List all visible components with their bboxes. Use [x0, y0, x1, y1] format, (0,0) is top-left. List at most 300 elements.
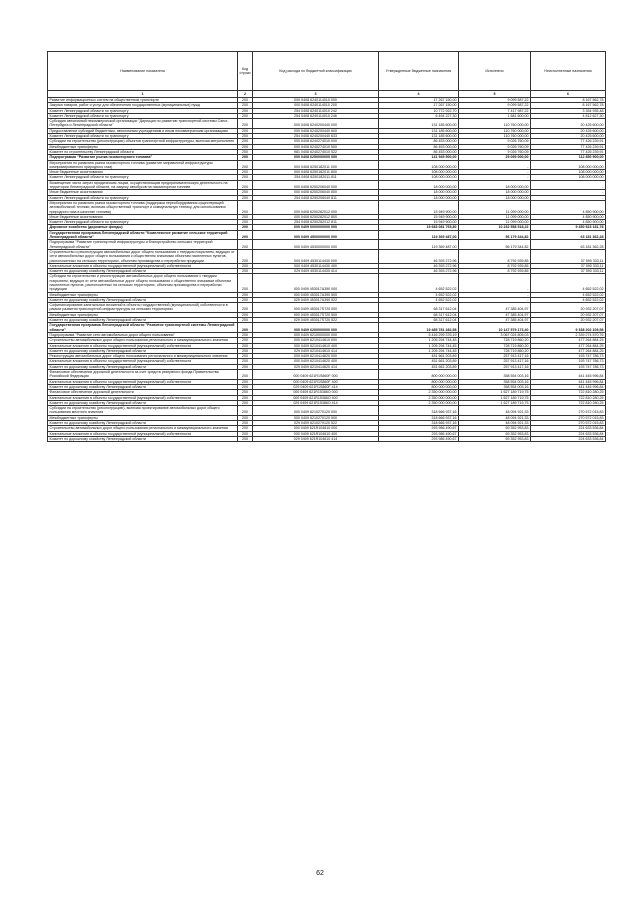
table-row — [48, 269, 606, 274]
row-name: Комитет по дорожному хозяйству Ленинградской области — [48, 269, 238, 274]
row-approved: 18 000 000,00 — [379, 180, 459, 190]
table-row — [48, 155, 606, 160]
row-executed: 1 627 189 719,75 — [459, 390, 531, 395]
row-unexecuted: 20 425 600,00 — [531, 119, 606, 129]
row-executed: 1 681 600,00 — [459, 113, 531, 118]
row-unexecuted: 722 810 280,25 — [531, 390, 606, 395]
row-line-code: 200 — [238, 103, 253, 108]
row-name: Комитет по дорожному хозяйству Ленинградской области — [48, 297, 238, 302]
row-budget-code: 029 0409 453017А390 522 — [253, 297, 379, 302]
table-row — [48, 128, 606, 133]
row-executed: 110 760 000,00 — [459, 134, 531, 139]
table-row — [48, 421, 606, 426]
table-row — [48, 180, 606, 190]
row-executed: 110 760 000,00 — [459, 119, 531, 129]
row-budget-code: 254 0408 6240114010 242 — [253, 108, 379, 113]
row-unexecuted: 37 590 333,11 — [531, 269, 606, 274]
row-executed: 69 352 953,83 — [459, 431, 531, 436]
table-row — [48, 103, 606, 108]
row-budget-code: 981 0408 6240274010 522 — [253, 149, 379, 154]
row-line-code: 200 — [238, 292, 253, 297]
row-line-code: 200 — [238, 274, 253, 292]
row-approved: 293 986 490,67 — [379, 426, 459, 431]
table-row — [48, 332, 606, 337]
row-line-code: 200 — [238, 170, 253, 175]
row-approved: 15 949 900,00 — [379, 214, 459, 219]
header-executed: Исполнено — [459, 52, 531, 91]
row-executed: - — [459, 160, 531, 170]
row-name: Государственная программа Ленинградской области "Развитие транспортной системы Ленинградской области" — [48, 323, 238, 333]
row-approved: 15 949 900,00 — [379, 200, 459, 214]
row-executed: 10 232 558 518,22 — [459, 225, 531, 230]
row-line-code: 200 — [238, 338, 253, 343]
table-row — [48, 139, 606, 144]
table-row — [48, 160, 606, 170]
row-line-code: 200 — [238, 175, 253, 180]
header-unexecuted: Неисполненные назначения — [531, 52, 606, 91]
row-unexecuted: 477 264 884,25 — [531, 338, 606, 343]
table-row — [48, 249, 606, 263]
row-executed: 11 099 000,00 — [459, 200, 531, 214]
row-executed: 728 719 860,20 — [459, 338, 531, 343]
row-executed: 29 099 000,00 — [459, 155, 531, 160]
row-approved: 451 661 203,89 — [379, 359, 459, 364]
row-approved: 86 453 000,00 — [379, 139, 459, 144]
row-executed: - — [459, 297, 531, 302]
row-line-code: 200 — [238, 384, 253, 389]
row-executed: 257 913 417,16 — [459, 359, 531, 364]
row-line-code: 200 — [238, 400, 253, 405]
row-budget-code: 000 0409 4530000000 000 — [253, 240, 379, 250]
row-budget-code: 000 0409 6210000000 000 — [253, 332, 379, 337]
row-executed: 10 147 579 173,40 — [459, 323, 531, 333]
row-line-code: 200 — [238, 431, 253, 436]
row-executed: 9 026 760,09 — [459, 149, 531, 154]
row-executed: 48 094 921,33 — [459, 406, 531, 416]
row-name: Комитет по дорожному хозяйству Ленинградской области — [48, 384, 238, 389]
row-executed: 358 554 003,16 — [459, 379, 531, 384]
row-approved: 5 416 299 376,19 — [379, 332, 459, 337]
row-executed: 9 099 587,22 — [459, 103, 531, 108]
row-budget-code: 000 0408 6250182011 800 — [253, 170, 379, 175]
row-name: Капитальные вложения в объекты государственной (муниципальной) собственности — [48, 395, 238, 400]
row-approved: 86 453 000,00 — [379, 144, 459, 149]
row-approved: 318 666 937,16 — [379, 415, 459, 420]
row-line-code: 200 — [238, 113, 253, 118]
row-line-code: 200 — [238, 180, 253, 190]
table-row — [48, 406, 606, 416]
row-unexecuted: 722 810 280,25 — [531, 395, 606, 400]
row-executed: 3 067 024 805,03 — [459, 332, 531, 337]
row-approved: 68 317 612,04 — [379, 303, 459, 313]
row-approved: 86 453 000,00 — [379, 149, 459, 154]
row-approved: 293 986 490,67 — [379, 431, 459, 436]
row-name: Межбюджетные трансферты — [48, 312, 238, 317]
row-line-code: 200 — [238, 98, 253, 103]
row-executed: 358 554 003,16 — [459, 384, 531, 389]
row-line-code: 200 — [238, 119, 253, 129]
row-approved: 318 666 937,16 — [379, 406, 459, 416]
row-line-code: 200 — [238, 359, 253, 364]
row-budget-code: 000 0409 453017А390 000 — [253, 274, 379, 292]
row-approved: 4 652 522,02 — [379, 274, 459, 292]
row-executed: 11 099 000,00 — [459, 214, 531, 219]
row-approved: 2 350 000 000,00 — [379, 390, 459, 395]
row-executed: 110 760 000,00 — [459, 128, 531, 133]
row-approved: 2 350 000 000,00 — [379, 395, 459, 400]
table-row — [48, 348, 606, 353]
row-budget-code: 000 0409 453017S720 000 — [253, 303, 379, 313]
header-indicator-name: Наименование показателя — [48, 52, 238, 91]
row-budget-code: 000 0409 6210414620 400 — [253, 359, 379, 364]
row-name: Дорожное хозяйство (дорожные фонды) — [48, 225, 238, 230]
row-budget-code: 000 0409 4530114430 400 — [253, 263, 379, 268]
row-name: Субсидии на строительство (реконструкцию), включая проектирование автомобильных дорог общего пользования местного значения — [48, 406, 238, 416]
budget-execution-table — [47, 51, 606, 442]
row-line-code: 200 — [238, 354, 253, 359]
row-budget-code: 000 0409 621R104610 000 — [253, 426, 379, 431]
row-approved: 1 205 294 744,45 — [379, 348, 459, 353]
row-approved: 4 652 522,02 — [379, 297, 459, 302]
row-budget-code: 000 0408 6250000000 000 — [253, 155, 379, 160]
row-name: Развитие информационных систем на общественном транспорте — [48, 98, 238, 103]
header-line-code: Код строки — [238, 52, 253, 91]
column-number-row — [48, 91, 606, 98]
row-line-code: 200 — [238, 303, 253, 313]
row-name: Мероприятия по развитию рынка газомоторного топлива (поддержка переоборудования существующей автомобильной техники, включая общественный транспорт и коммунальную технику, для использования природного газа в качестве топлива) — [48, 200, 238, 214]
table-row — [48, 98, 606, 103]
table-row — [48, 323, 606, 333]
row-budget-code: 000 0409 6210414610 400 — [253, 343, 379, 348]
row-budget-code: 029 0409 453017S720 522 — [253, 318, 379, 323]
row-name: Финансовое обеспечение дорожной деятельности за счет средств резервного фонда Правительства Российской Федерации — [48, 370, 238, 380]
row-unexecuted: 4 652 522,02 — [531, 274, 606, 292]
row-unexecuted: 77 426 239,91 — [531, 144, 606, 149]
row-approved: 800 000 000,00 — [379, 379, 459, 384]
row-name: Комитет по дорожному хозяйству Ленинградской области — [48, 318, 238, 323]
table-row — [48, 431, 606, 436]
row-budget-code: 000 0409 621R15386O 000 — [253, 390, 379, 395]
row-executed: 728 719 860,20 — [459, 343, 531, 348]
row-executed: 8 792 939,85 — [459, 269, 531, 274]
row-executed: 18 000 000,00 — [459, 180, 531, 190]
table-row — [48, 426, 606, 431]
report-sheet — [47, 51, 605, 442]
row-unexecuted: 112 850 900,00 — [531, 155, 606, 160]
row-approved: 108 000 000,00 — [379, 160, 459, 170]
row-approved: 119 369 487,00 — [379, 240, 459, 250]
table-row — [48, 354, 606, 359]
row-unexecuted: 9 338 202 109,58 — [531, 323, 606, 333]
row-budget-code: 254 0408 6240114010 246 — [253, 113, 379, 118]
row-unexecuted: 4 652 522,02 — [531, 292, 606, 297]
row-line-code: 200 — [238, 128, 253, 133]
header-budget-code: Код расхода по бюджетной классификации — [253, 52, 379, 91]
row-name: Комитет по дорожному хозяйству Ленинградской области — [48, 364, 238, 369]
row-budget-code: 000 0409 621R1S860F 000 — [253, 370, 379, 380]
table-row — [48, 338, 606, 343]
row-name: Комитет по дорожному хозяйству Ленинградской области — [48, 421, 238, 426]
row-approved: 800 000 000,00 — [379, 370, 459, 380]
row-budget-code: 000 0408 6240200440 600 — [253, 128, 379, 133]
row-line-code: 200 — [238, 134, 253, 139]
row-line-code: 200 — [238, 263, 253, 268]
row-unexecuted: 77 426 239,91 — [531, 139, 606, 144]
row-executed: 728 719 860,20 — [459, 348, 531, 353]
row-name: Субсидии на строительство (реконструкцию) объектов транспортной инфраструктуры, включая метрополитен — [48, 139, 238, 144]
row-approved: 4 652 522,02 — [379, 292, 459, 297]
table-row — [48, 400, 606, 405]
row-unexecuted: 193 747 786,73 — [531, 354, 606, 359]
row-budget-code: 000 0409 6210414610 000 — [253, 338, 379, 343]
row-line-code: 200 — [238, 426, 253, 431]
row-name: Строительство автомобильных дорог общего пользования регионального и межмуниципального значения — [48, 426, 238, 431]
row-unexecuted: 270 572 015,83 — [531, 415, 606, 420]
row-name: Государственная программа Ленинградской области "Комплексное развитие сельских территорий Ленинградской области" — [48, 230, 238, 240]
row-approved: 318 666 937,16 — [379, 421, 459, 426]
row-unexecuted: 20 425 600,00 — [531, 134, 606, 139]
row-approved: 451 661 203,89 — [379, 354, 459, 359]
column-number: 4 — [379, 91, 459, 98]
row-executed: 8 792 939,85 — [459, 263, 531, 268]
row-name: Капитальные вложения в объекты государственной (муниципальной) собственности — [48, 263, 238, 268]
row-approved: 108 000 000,00 — [379, 175, 459, 180]
row-line-code: 200 — [238, 323, 253, 333]
row-line-code: 200 — [238, 190, 253, 195]
row-name: Комитет Ленинградской области по транспорту — [48, 134, 238, 139]
row-executed: 7 417 987,22 — [459, 108, 531, 113]
row-budget-code: 029 0409 6210414610 414 — [253, 348, 379, 353]
column-number: 3 — [253, 91, 379, 98]
row-unexecuted: 77 426 239,91 — [531, 149, 606, 154]
row-line-code: 200 — [238, 390, 253, 395]
row-name: Комитет Ленинградской области по транспорту — [48, 108, 238, 113]
row-budget-code: 000 0408 6240274010 500 — [253, 144, 379, 149]
row-line-code: 200 — [238, 312, 253, 317]
row-budget-code: 029 0409 6210270120 522 — [253, 421, 379, 426]
row-name: Субсидии на строительство и реконструкцию автомобильных дорог общего пользования с твердым покрытием, ведущих от сети автомобильных дорог общего пользования к общественно значимым объектам населенных пунктов, расположенных на сельских территориях, объектам производства и переработки продукции — [48, 274, 238, 292]
row-name: Комитет по дорожному хозяйству Ленинградской области — [48, 400, 238, 405]
row-line-code: 200 — [238, 415, 253, 420]
row-line-code: 200 — [238, 395, 253, 400]
row-approved: 131 185 600,00 — [379, 119, 459, 129]
row-budget-code: 029 0409 621R15386O 414 — [253, 400, 379, 405]
row-approved: 17 267 150,00 — [379, 98, 459, 103]
row-unexecuted: 224 633 536,84 — [531, 431, 606, 436]
row-name: Межбюджетные трансферты — [48, 415, 238, 420]
row-unexecuted: 193 747 786,73 — [531, 359, 606, 364]
row-name: Реконструкция автомобильных дорог общего пользования регионального и межмуниципального значения — [48, 354, 238, 359]
row-executed: 1 627 189 719,75 — [459, 400, 531, 405]
row-unexecuted: 20 932 207,07 — [531, 318, 606, 323]
row-budget-code: 000 0408 6240114010 200 — [253, 103, 379, 108]
row-line-code: 200 — [238, 108, 253, 113]
row-line-code: 200 — [238, 348, 253, 353]
row-line-code: 200 — [238, 139, 253, 144]
row-budget-code: 000 0408 6250206040 800 — [253, 190, 379, 195]
row-unexecuted: 20 425 600,00 — [531, 128, 606, 133]
row-line-code: 200 — [238, 155, 253, 160]
row-budget-code: 000 0409 4530114430 000 — [253, 249, 379, 263]
row-name: Иные бюджетные ассигнования — [48, 190, 238, 195]
row-line-code: 200 — [238, 370, 253, 380]
row-budget-code: 254 0408 6250182011 811 — [253, 175, 379, 180]
row-budget-code: 000 0409 4500000000 000 — [253, 230, 379, 240]
row-line-code: 200 — [238, 379, 253, 384]
row-name: Подпрограмма "Развитие транспортной инфраструктуры и благоустройство сельских территорий Ленинградской области" — [48, 240, 238, 250]
row-executed: 18 000 000,00 — [459, 195, 531, 200]
row-unexecuted: 4 850 900,00 — [531, 220, 606, 225]
row-approved: 46 393 272,96 — [379, 263, 459, 268]
table-row — [48, 240, 606, 250]
row-budget-code: 029 0409 6210414620 414 — [253, 364, 379, 369]
row-line-code: 200 — [238, 269, 253, 274]
row-executed: 9 026 760,09 — [459, 139, 531, 144]
row-approved: 2 350 000 000,00 — [379, 400, 459, 405]
row-line-code: 200 — [238, 332, 253, 337]
row-name: Подпрограмма "Развитие рынка газомоторного топлива" — [48, 155, 238, 160]
row-unexecuted: 9 450 523 181,78 — [531, 225, 606, 230]
row-executed: 48 094 921,33 — [459, 421, 531, 426]
row-name: Софинансирование капитальных вложений в объекты государственной (муниципальной) собственности в рамках развития транспортной инфраструктуры на сельских территориях — [48, 303, 238, 313]
row-line-code: 200 — [238, 214, 253, 219]
row-unexecuted: 108 000 000,00 — [531, 170, 606, 175]
row-unexecuted: 441 445 996,84 — [531, 379, 606, 384]
row-name: Капитальные вложения в объекты государственной (муниципальной) собственности — [48, 379, 238, 384]
row-unexecuted: 722 810 280,25 — [531, 400, 606, 405]
row-budget-code: 000 0408 6250282012 800 — [253, 214, 379, 219]
table-row — [48, 384, 606, 389]
row-executed: 257 913 417,16 — [459, 354, 531, 359]
row-approved: 800 000 000,00 — [379, 384, 459, 389]
row-name: Межбюджетные трансферты — [48, 144, 238, 149]
row-unexecuted: 8 167 562,78 — [531, 98, 606, 103]
row-unexecuted: 3 354 935,48 — [531, 108, 606, 113]
column-number: 2 — [238, 91, 253, 98]
row-executed: 8 792 939,85 — [459, 249, 531, 263]
row-unexecuted: 20 932 207,07 — [531, 312, 606, 317]
row-name: Предоставление субсидий бюджетным, автономным учреждениям и иным некоммерческим организациям — [48, 128, 238, 133]
row-executed: 358 554 003,16 — [459, 370, 531, 380]
table-row — [48, 263, 606, 268]
row-unexecuted: 2 339 274 570,76 — [531, 332, 606, 337]
row-budget-code: 000 0409 0000000000 000 — [253, 225, 379, 230]
row-line-code: 200 — [238, 240, 253, 250]
table-body — [48, 98, 606, 442]
table-row — [48, 274, 606, 292]
row-unexecuted: 224 633 536,84 — [531, 436, 606, 441]
row-budget-code: 029 0409 4530114430 414 — [253, 269, 379, 274]
row-budget-code: 029 0409 621R104610 414 — [253, 436, 379, 441]
row-executed: - — [459, 274, 531, 292]
row-budget-code: 000 0409 453017А390 500 — [253, 292, 379, 297]
row-name: Межбюджетные трансферты — [48, 292, 238, 297]
row-approved: 18 000 000,00 — [379, 190, 459, 195]
row-approved: 10 772 922,70 — [379, 108, 459, 113]
row-unexecuted: 193 747 786,73 — [531, 364, 606, 369]
row-unexecuted: 270 572 015,83 — [531, 421, 606, 426]
table-row — [48, 230, 606, 240]
row-approved: 68 317 612,04 — [379, 312, 459, 317]
row-budget-code: 000 0409 6210270120 000 — [253, 406, 379, 416]
table-row — [48, 364, 606, 369]
row-line-code: 200 — [238, 195, 253, 200]
table-row — [48, 200, 606, 214]
row-budget-code: 000 0408 6250182011 000 — [253, 160, 379, 170]
row-unexecuted: 477 264 884,25 — [531, 348, 606, 353]
row-name: Комитет Ленинградской области по транспорту — [48, 175, 238, 180]
row-budget-code: 000 0408 6240200440 000 — [253, 119, 379, 129]
table-row — [48, 119, 606, 129]
row-approved: 68 317 612,04 — [379, 318, 459, 323]
table-row — [48, 436, 606, 441]
row-budget-code: 000 0409 621R104610 400 — [253, 431, 379, 436]
table-row — [48, 379, 606, 384]
row-name: Иные бюджетные ассигнования — [48, 214, 238, 219]
row-name: Закупка товаров, работ и услуг для обеспечения государственных (муниципальных) нужд — [48, 103, 238, 108]
row-budget-code: 254 0408 6240200440 633 — [253, 134, 379, 139]
row-approved: 15 949 900,00 — [379, 220, 459, 225]
table-row — [48, 318, 606, 323]
row-approved: 17 267 150,00 — [379, 103, 459, 108]
row-name: Иные бюджетные ассигнования — [48, 170, 238, 175]
row-approved: 46 393 272,96 — [379, 249, 459, 263]
row-unexecuted: 8 167 562,78 — [531, 103, 606, 108]
column-number: 5 — [459, 91, 531, 98]
row-approved: 46 393 272,96 — [379, 269, 459, 274]
row-executed: 1 627 189 719,75 — [459, 395, 531, 400]
row-line-code: 200 — [238, 225, 253, 230]
row-budget-code: 000 0408 6240274010 000 — [253, 139, 379, 144]
table-row — [48, 303, 606, 313]
row-budget-code: 000 0409 6200000000 000 — [253, 323, 379, 333]
row-executed: 11 099 000,00 — [459, 220, 531, 225]
row-unexecuted: 477 264 884,25 — [531, 343, 606, 348]
row-approved: 451 661 203,89 — [379, 364, 459, 369]
page-number: 62 — [316, 870, 324, 877]
row-name: Комитет по строительству Ленинградской области — [48, 149, 238, 154]
row-budget-code: 000 0408 6240114010 000 — [253, 98, 379, 103]
row-line-code: 200 — [238, 406, 253, 416]
row-budget-code: 000 0409 453017S720 500 — [253, 312, 379, 317]
row-unexecuted: - — [531, 190, 606, 195]
row-name: Подпрограмма "Развитие сети автомобильных дорог общего пользования" — [48, 332, 238, 337]
row-line-code: 200 — [238, 149, 253, 154]
row-executed: 48 094 921,33 — [459, 415, 531, 420]
row-budget-code: 000 0408 6250282012 000 — [253, 200, 379, 214]
row-executed: 47 385 404,97 — [459, 303, 531, 313]
row-name: Комитет Ленинградской области по транспорту — [48, 113, 238, 118]
row-name: Мероприятия по развитию рынка газомоторного топлива (развитие заправочной инфраструктуры компримированного природного газа) — [48, 160, 238, 170]
row-executed: 257 913 417,16 — [459, 364, 531, 369]
row-unexecuted: 37 590 333,11 — [531, 263, 606, 268]
row-approved: 18 000 000,00 — [379, 195, 459, 200]
row-approved: 108 000 000,00 — [379, 170, 459, 175]
table-row — [48, 390, 606, 395]
row-unexecuted: 441 445 996,84 — [531, 370, 606, 380]
row-name: Комитет Ленинградской области по транспорту — [48, 220, 238, 225]
row-approved: 19 485 781 282,58 — [379, 323, 459, 333]
row-budget-code: 000 0409 621R1S860F 400 — [253, 379, 379, 384]
row-executed: 69 352 953,83 — [459, 436, 531, 441]
row-name: Капитальные вложения в объекты государственной (муниципальной) собственности — [48, 359, 238, 364]
row-line-code: 200 — [238, 318, 253, 323]
row-line-code: 200 — [238, 343, 253, 348]
row-name: Капитальные вложения в объекты государственной (муниципальной) собственности — [48, 343, 238, 348]
row-executed: 9 099 587,22 — [459, 98, 531, 103]
row-line-code: 200 — [238, 297, 253, 302]
row-approved: 293 986 490,67 — [379, 436, 459, 441]
